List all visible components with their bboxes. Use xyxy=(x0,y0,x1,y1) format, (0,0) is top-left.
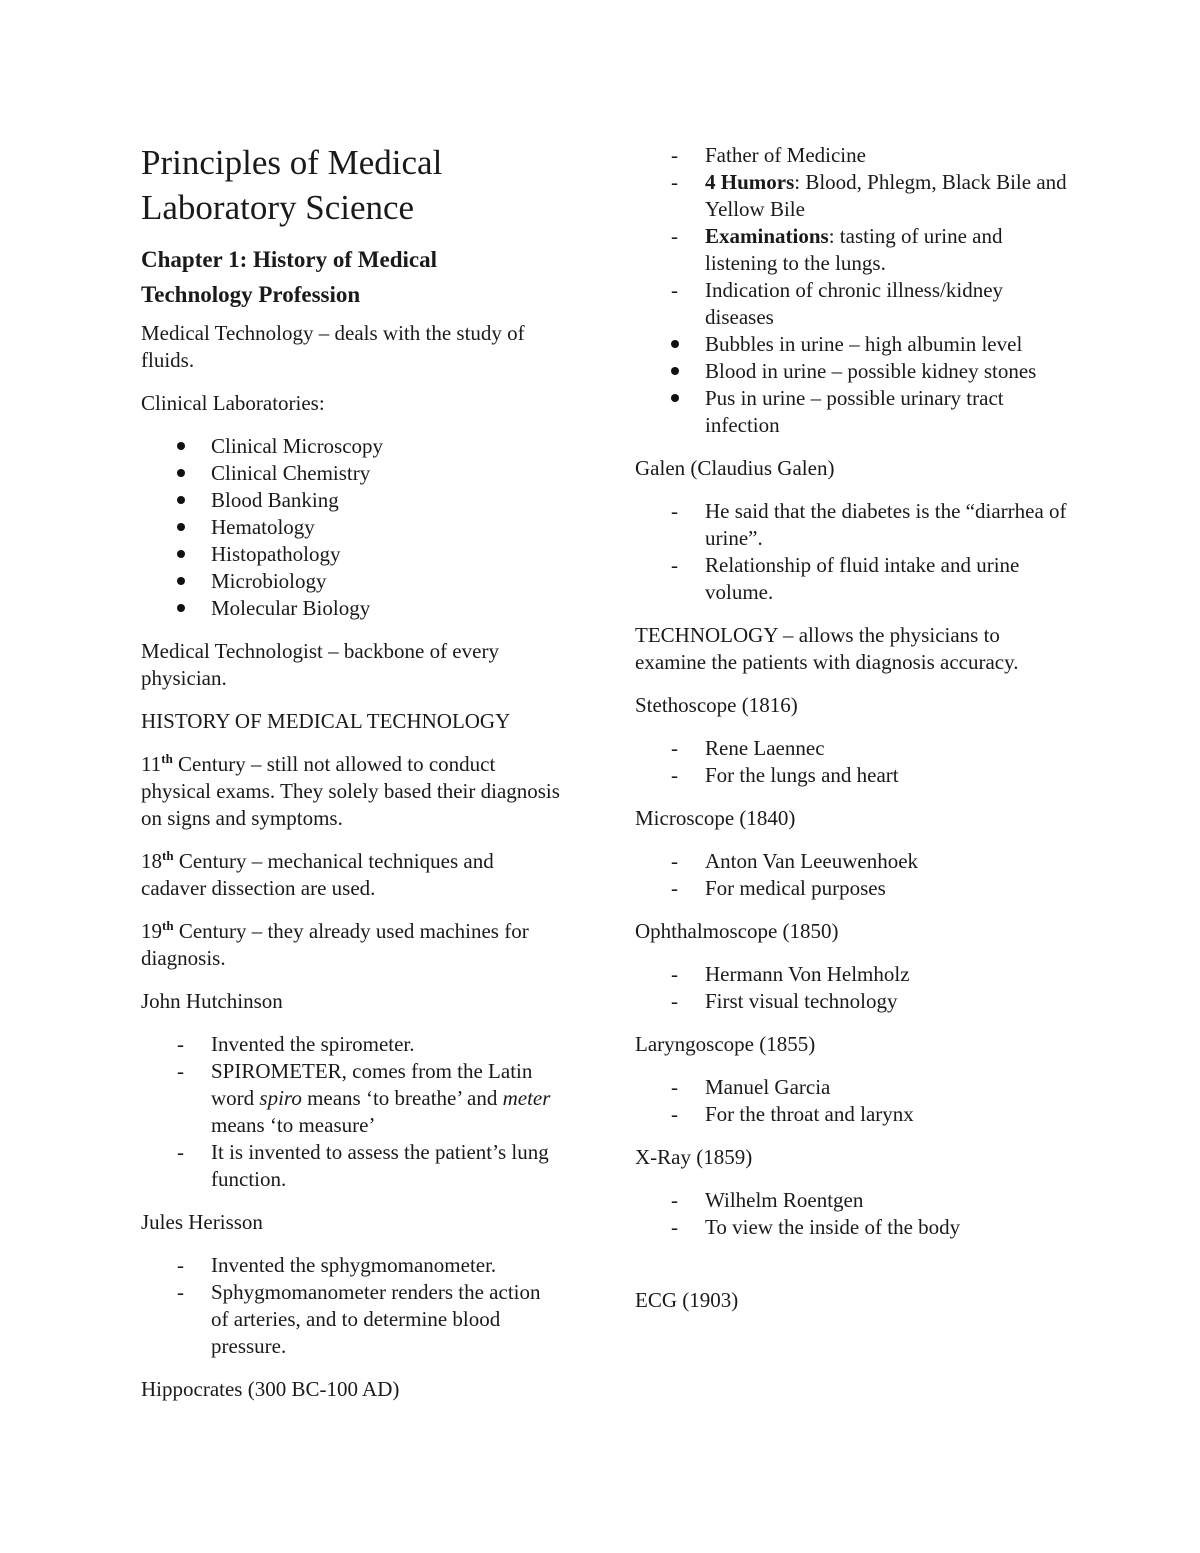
list-item: Blood in urine – possible kidney stones xyxy=(635,358,1075,385)
bullet-icon xyxy=(177,577,185,585)
dash-icon: - xyxy=(177,1032,184,1056)
hippocrates-heading: Hippocrates (300 BC-100 AD) xyxy=(141,1377,400,1401)
dash-icon: - xyxy=(671,553,678,577)
list-item: Bubbles in urine – high albumin level xyxy=(635,331,1075,358)
dash-icon: - xyxy=(671,962,678,986)
list-item: - He said that the diabetes is the “diarrhea of urine”. xyxy=(671,499,1067,550)
dash-icon: - xyxy=(671,143,678,167)
dash-icon: - xyxy=(671,1215,678,1239)
herisson-list xyxy=(141,1252,561,1360)
document-title xyxy=(141,140,561,230)
herisson-heading: Jules Herisson xyxy=(141,1210,263,1234)
title-line-2: Laboratory Science xyxy=(141,188,415,227)
medtech-definition: Medical Technology – deals with the study of fluids. xyxy=(141,321,525,372)
list-item: - Invented the sphygmomanometer. xyxy=(177,1253,497,1277)
list-item: Hematology xyxy=(141,514,561,541)
list-item: - For the throat and larynx xyxy=(671,1102,914,1126)
list-item: - 4 Humors: Blood, Phlegm, Black Bile and Yellow Bile xyxy=(671,170,1067,221)
bullet-icon xyxy=(671,340,679,348)
chapter-heading xyxy=(141,242,561,312)
list-item: - Indication of chronic illness/kidney diseases xyxy=(671,278,1004,329)
list-item: Microbiology xyxy=(141,568,561,595)
century-11: 11th Century – still not allowed to conduct physical exams. They solely based their diagnosis on signs and symptoms. xyxy=(141,751,560,830)
xray-list xyxy=(635,1187,1075,1241)
ecg-heading: ECG (1903) xyxy=(635,1288,739,1312)
clinical-labs-heading: Clinical Laboratories: xyxy=(141,391,325,415)
dash-icon: - xyxy=(671,849,678,873)
hutchinson-list xyxy=(141,1031,561,1193)
bullet-icon xyxy=(177,604,185,612)
list-item: Molecular Biology xyxy=(141,595,561,622)
title-line-1: Principles of Medical xyxy=(141,143,443,182)
chapter-line-2: Technology Profession xyxy=(141,282,361,307)
list-item: - Anton Van Leeuwenhoek xyxy=(671,849,919,873)
ophthalmoscope-heading: Ophthalmoscope (1850) xyxy=(635,919,839,943)
dash-icon: - xyxy=(671,736,678,760)
medtechnologist-definition: Medical Technologist – backbone of every physician. xyxy=(141,639,499,690)
bullet-icon xyxy=(671,394,679,402)
list-item: - For medical purposes xyxy=(671,876,886,900)
list-item: - First visual technology xyxy=(671,989,898,1013)
list-item: - Examinations: tasting of urine and listening to the lungs. xyxy=(671,224,1003,275)
bullet-icon xyxy=(177,523,185,531)
spacer xyxy=(635,1257,1075,1287)
list-item: - Relationship of fluid intake and urine volume. xyxy=(671,553,1020,604)
stethoscope-list xyxy=(635,735,1075,789)
bullet-icon xyxy=(177,442,185,450)
list-item: Clinical Chemistry xyxy=(141,460,561,487)
dash-icon: - xyxy=(177,1280,184,1304)
technology-definition: TECHNOLOGY – allows the physicians to examine the patients with diagnosis accuracy. xyxy=(635,623,1019,674)
list-item: - Invented the spirometer. xyxy=(177,1032,415,1056)
dash-icon: - xyxy=(671,278,678,302)
century-18: 18th Century – mechanical techniques and cadaver dissection are used. xyxy=(141,848,494,900)
list-item: - Hermann Von Helmholz xyxy=(671,962,910,986)
dash-icon: - xyxy=(671,763,678,787)
left-column xyxy=(141,140,561,1419)
clinical-labs-list xyxy=(141,433,561,622)
list-item: - SPIROMETER, comes from the Latin word spiro means ‘to breathe’ and meter means ‘to measure’ xyxy=(177,1059,551,1137)
dash-icon: - xyxy=(177,1253,184,1277)
laryngoscope-heading: Laryngoscope (1855) xyxy=(635,1032,816,1056)
dash-icon: - xyxy=(671,1075,678,1099)
bullet-icon xyxy=(671,367,679,375)
laryngoscope-list xyxy=(635,1074,1075,1128)
galen-heading: Galen (Claudius Galen) xyxy=(635,456,835,480)
century-19: 19th Century – they already used machines for diagnosis. xyxy=(141,918,529,970)
dash-icon: - xyxy=(671,1188,678,1212)
list-item: - Wilhelm Roentgen xyxy=(671,1188,864,1212)
dash-icon: - xyxy=(671,876,678,900)
list-item: - It is invented to assess the patient’s lung function. xyxy=(177,1140,549,1191)
hutchinson-heading: John Hutchinson xyxy=(141,989,283,1013)
list-item: - Sphygmomanometer renders the action of arteries, and to determine blood pressure. xyxy=(177,1280,541,1358)
bullet-icon xyxy=(177,496,185,504)
dash-icon: - xyxy=(671,1102,678,1126)
stethoscope-heading: Stethoscope (1816) xyxy=(635,693,798,717)
dash-icon: - xyxy=(671,224,678,248)
bullet-icon xyxy=(177,469,185,477)
galen-list xyxy=(635,498,1075,606)
list-item: Histopathology xyxy=(141,541,561,568)
list-item: - Rene Laennec xyxy=(671,736,825,760)
list-item: - To view the inside of the body xyxy=(671,1215,961,1239)
bullet-icon xyxy=(177,550,185,558)
xray-heading: X-Ray (1859) xyxy=(635,1145,753,1169)
dash-icon: - xyxy=(671,989,678,1013)
dash-icon: - xyxy=(177,1059,184,1083)
chapter-line-1: Chapter 1: History of Medical xyxy=(141,247,437,272)
history-heading: HISTORY OF MEDICAL TECHNOLOGY xyxy=(141,709,511,733)
dash-icon: - xyxy=(671,499,678,523)
list-item: Pus in urine – possible urinary tract infection xyxy=(635,385,1075,439)
microscope-heading: Microscope (1840) xyxy=(635,806,796,830)
list-item: Clinical Microscopy xyxy=(141,433,561,460)
list-item: - For the lungs and heart xyxy=(671,763,899,787)
ophthalmoscope-list xyxy=(635,961,1075,1015)
list-item: - Manuel Garcia xyxy=(671,1075,831,1099)
hippocrates-list xyxy=(635,142,1075,439)
microscope-list xyxy=(635,848,1075,902)
right-column xyxy=(635,142,1075,1330)
list-item: Blood Banking xyxy=(141,487,561,514)
dash-icon: - xyxy=(177,1140,184,1164)
list-item: - Father of Medicine xyxy=(671,143,866,167)
dash-icon: - xyxy=(671,170,678,194)
